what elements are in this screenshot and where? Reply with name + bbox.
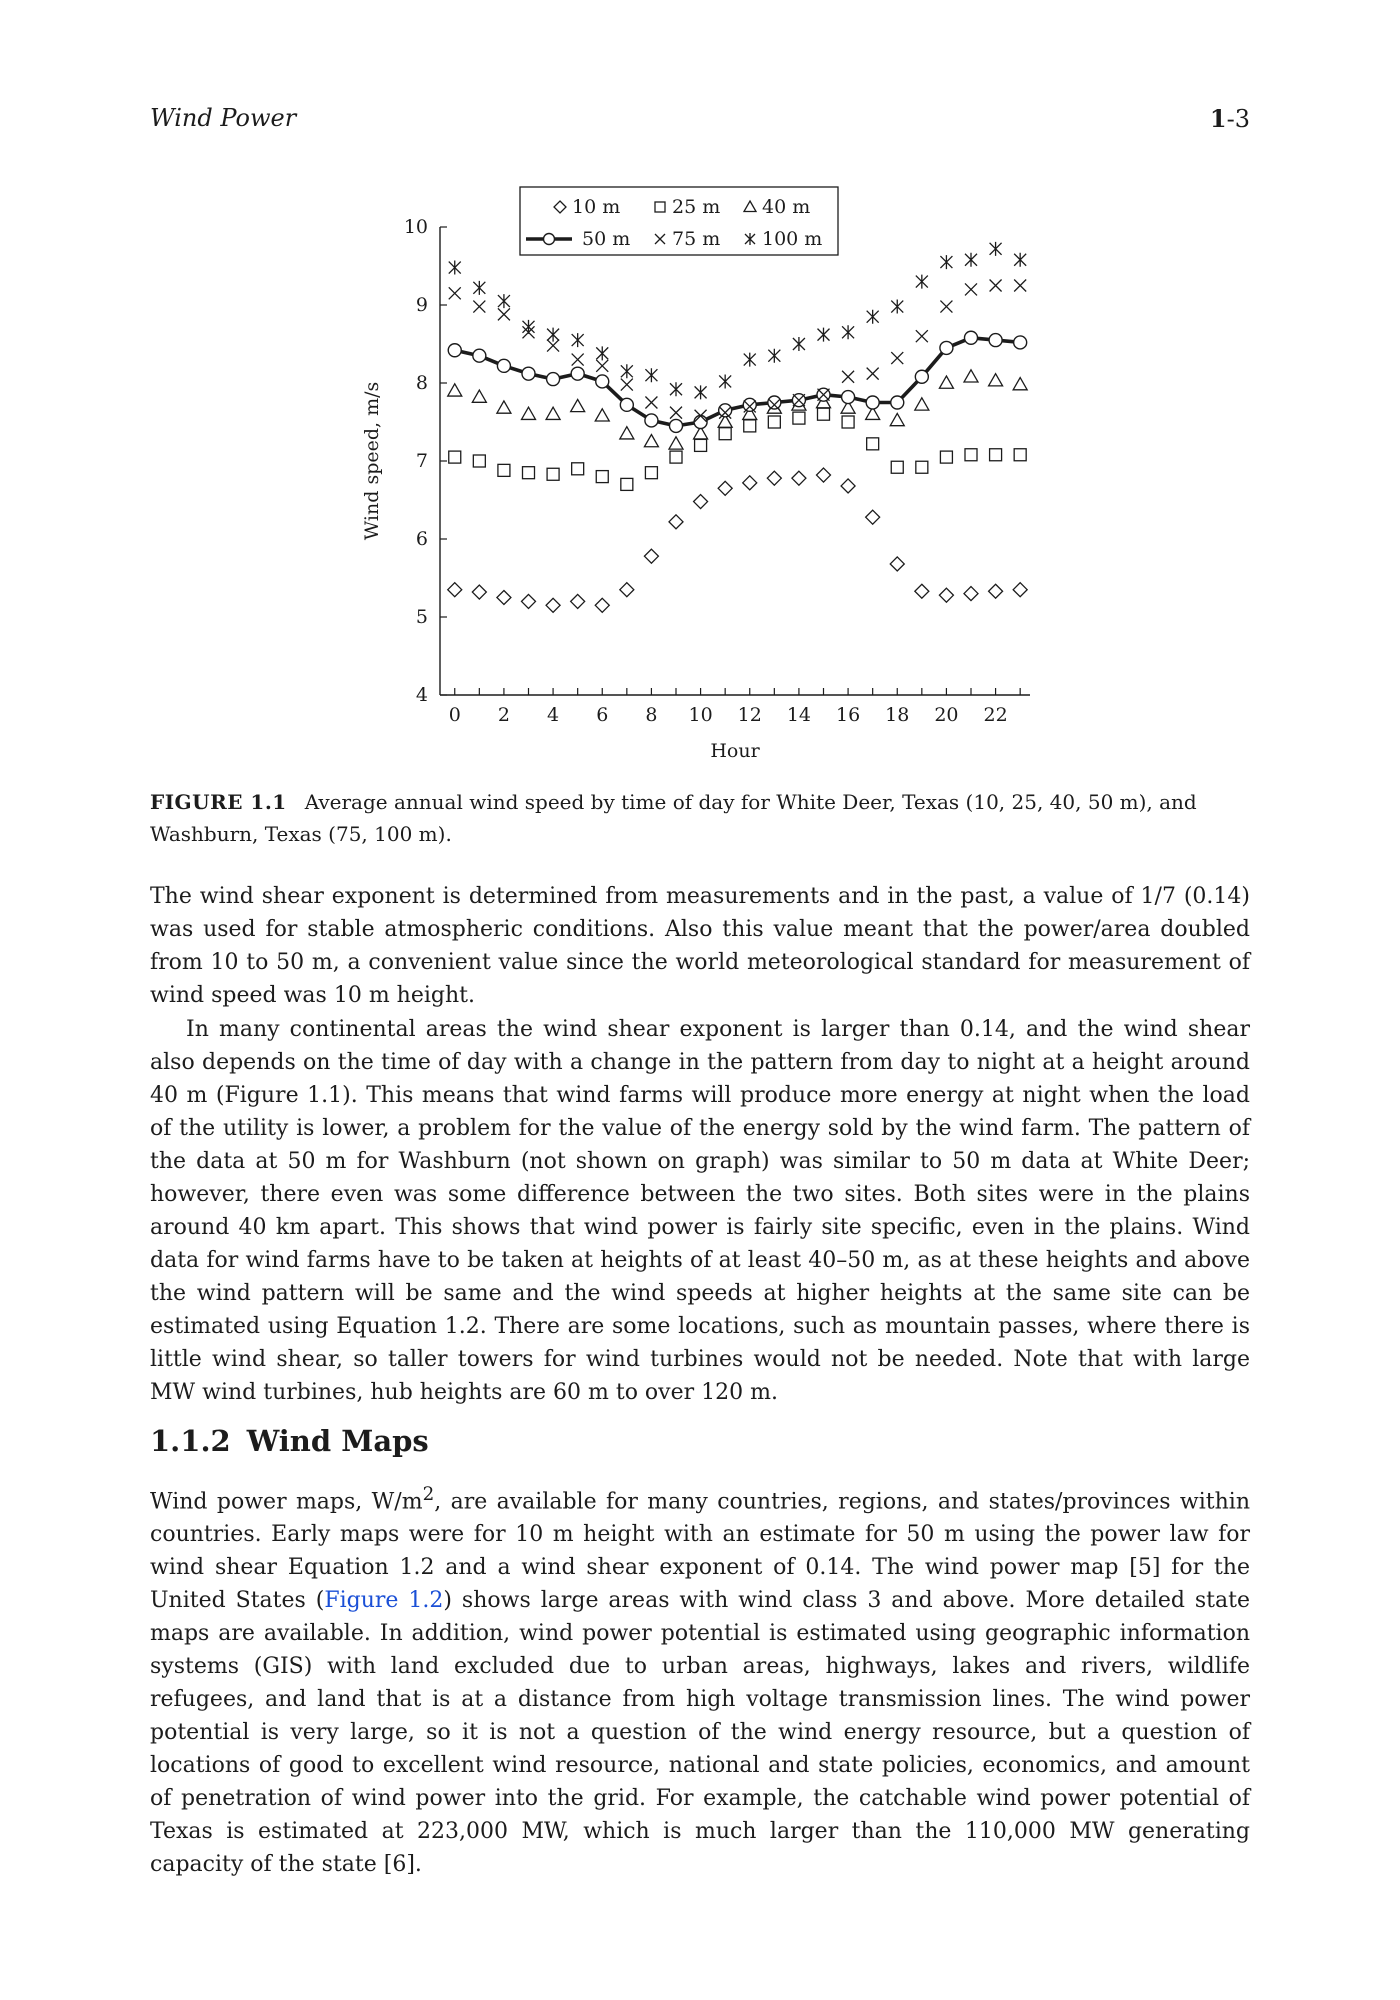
paragraph-wind-maps: Wind power maps, $W/m^2$, are available for many countries, regions, and states/provinces within countries. Early maps were for 10 m height with an estimate for 50 m using the power law for wind shear Equation 1.2 and a wind shear exponent of 0.14. The wind power map [5] for the United States (Figure 1.2) shows large areas with wind class 3 and above. More detailed state maps are available. In addition, wind power potential is estimated using geographic information systems (GIS) with land excluded due to urban areas, highways, lakes and rivers, wildlife refugees, and land that is at a distance from high voltage transmission lines. The wind power potential is very large, so it is not a question of the wind energy resource, but a question of locations of good to excellent wind resource, national and state policies, economics, and amount of penetration of wind power into the grid. For example, the catchable wind power potential of Texas is estimated at 223,000 MW, which is much larger than the 110,000 MW generating capacity of the state [6]. xyxy=(150,1484,1251,1878)
legend-label-40m: 40 m xyxy=(762,196,811,218)
point-75m xyxy=(842,371,854,383)
y-tick-label: 4 xyxy=(415,684,428,706)
x-tick-label: 22 xyxy=(983,704,1008,726)
point-25m xyxy=(965,449,977,461)
figure-label: FIGURE 1.1 xyxy=(150,790,287,814)
point-50m xyxy=(891,396,904,409)
point-25m xyxy=(940,451,952,463)
point-10m xyxy=(964,587,978,601)
point-10m xyxy=(546,598,560,612)
legend-label-50m: 50 m xyxy=(582,228,631,250)
point-100m xyxy=(867,310,879,324)
point-10m xyxy=(866,510,880,524)
point-50m xyxy=(842,391,855,404)
point-100m xyxy=(793,337,805,351)
point-40m xyxy=(620,427,634,439)
x-tick-label: 20 xyxy=(934,704,959,726)
point-25m xyxy=(670,451,682,463)
point-40m xyxy=(571,399,585,411)
point-100m xyxy=(695,385,707,399)
series-line-50m xyxy=(455,338,1020,426)
point-10m xyxy=(1013,583,1027,597)
point-10m xyxy=(817,468,831,482)
paragraph-shear-exponent: The wind shear exponent is determined from measurements and in the past, a value of 1/7 (0.14) was used for stable atmospheric conditions. Also this value meant that the power/area doubled from 10 to 50 m, a convenient value since the world meteorological standard for measurement of wind speed was 10 m height. xyxy=(150,884,1250,1008)
point-75m xyxy=(867,368,879,380)
point-10m xyxy=(694,495,708,509)
point-100m xyxy=(596,346,608,360)
wind-speed-chart xyxy=(350,185,1050,765)
point-40m xyxy=(939,376,953,388)
point-75m xyxy=(572,354,584,366)
point-100m xyxy=(572,333,584,347)
section-title: Wind Maps xyxy=(246,1424,429,1458)
point-25m xyxy=(768,416,780,428)
point-25m xyxy=(916,461,928,473)
point-40m xyxy=(522,407,536,419)
point-25m xyxy=(867,438,879,450)
legend-label-100m: 100 m xyxy=(762,228,823,250)
legend-label-25m: 25 m xyxy=(672,196,721,218)
point-10m xyxy=(989,584,1003,598)
point-25m xyxy=(498,464,510,476)
point-10m xyxy=(522,594,536,608)
y-tick-label: 9 xyxy=(415,294,428,316)
point-100m xyxy=(842,325,854,339)
point-50m xyxy=(940,341,953,354)
point-75m xyxy=(990,280,1002,292)
point-40m xyxy=(497,401,511,413)
point-75m xyxy=(965,283,977,295)
point-75m xyxy=(1014,280,1026,292)
point-50m xyxy=(694,416,707,429)
point-50m xyxy=(719,404,732,417)
point-75m xyxy=(449,287,461,299)
point-100m xyxy=(547,328,559,342)
point-75m xyxy=(621,379,633,391)
point-25m xyxy=(572,463,584,475)
point-50m xyxy=(1014,336,1027,349)
chart-svg xyxy=(350,185,1050,765)
point-10m xyxy=(595,598,609,612)
point-10m xyxy=(620,583,634,597)
point-25m xyxy=(695,439,707,451)
point-50m xyxy=(473,349,486,362)
point-75m xyxy=(916,330,928,342)
x-tick-label: 2 xyxy=(497,704,510,726)
point-40m xyxy=(448,384,462,396)
point-50m xyxy=(620,398,633,411)
point-50m xyxy=(743,398,756,411)
point-100m xyxy=(965,253,977,267)
superscript-2: 2 xyxy=(422,1484,435,1505)
point-100m xyxy=(621,364,633,378)
point-50m xyxy=(768,396,781,409)
x-tick-label: 4 xyxy=(547,704,560,726)
point-100m xyxy=(473,281,485,295)
y-tick-label: 5 xyxy=(415,606,428,628)
y-tick-label: 8 xyxy=(415,372,428,394)
point-25m xyxy=(891,461,903,473)
point-40m xyxy=(1013,378,1027,390)
point-40m xyxy=(890,413,904,425)
legend-label-75m: 75 m xyxy=(672,228,721,250)
page-number: 1-3 xyxy=(1209,104,1250,133)
point-10m xyxy=(718,481,732,495)
point-50m xyxy=(522,367,535,380)
x-tick-label: 8 xyxy=(645,704,658,726)
y-tick-label: 7 xyxy=(415,450,428,472)
point-100m xyxy=(818,328,830,342)
figure-caption xyxy=(150,786,1250,850)
point-75m xyxy=(670,407,682,419)
point-10m xyxy=(767,471,781,485)
point-25m xyxy=(596,471,608,483)
point-100m xyxy=(523,320,535,334)
point-25m xyxy=(842,416,854,428)
point-25m xyxy=(473,455,485,467)
point-25m xyxy=(793,412,805,424)
y-tick-label: 10 xyxy=(403,216,428,238)
point-100m xyxy=(645,368,657,382)
point-10m xyxy=(890,557,904,571)
point-25m xyxy=(547,468,559,480)
point-25m xyxy=(621,478,633,490)
y-axis-title: Wind speed, m/s xyxy=(361,381,383,541)
point-25m xyxy=(449,451,461,463)
point-100m xyxy=(719,374,731,388)
point-50m xyxy=(448,344,461,357)
point-100m xyxy=(449,261,461,275)
point-40m xyxy=(472,390,486,402)
point-100m xyxy=(744,353,756,367)
point-10m xyxy=(497,591,511,605)
x-axis-title: Hour xyxy=(710,740,760,762)
point-100m xyxy=(990,242,1002,256)
figure-caption-text: Average annual wind speed by time of day for White Deer, Texas (10, 25, 40, 50 m), and Washburn, Texas (75, 100 m). xyxy=(150,790,1197,846)
point-40m xyxy=(915,398,929,410)
x-tick-label: 10 xyxy=(688,704,713,726)
paragraph-continental-shear: In many continental areas the wind shear exponent is larger than 0.14, and the wind shear also depends on the time of day with a change in the pattern from day to night at a height around 40 m (Figure 1.1). This means that wind farms will produce more energy at night when the load of the utility is lower, a problem for the value of the energy sold by the wind farm. The pattern of the data at 50 m for Washburn (not shown on graph) was similar to 50 m data at White Deer; however, there even was some difference between the two sites. Both sites were in the plains around 40 km apart. This shows that wind power is fairly site specific, even in the plains. Wind data for wind farms have to be taken at heights of at least 40–50 m, as at these heights and above the wind pattern will be same and the wind speeds at higher heights at the same site can be estimated using Equation 1.2. There are some locations, such as mountain passes, where there is little wind shear, so taller towers for wind turbines would not be needed. Note that with large MW wind turbines, hub heights are 60 m to over 120 m. xyxy=(150,1017,1250,1405)
y-tick-label: 6 xyxy=(415,528,428,550)
point-10m xyxy=(571,594,585,608)
point-25m xyxy=(719,428,731,440)
legend-label-10m: 10 m xyxy=(572,196,621,218)
point-25m xyxy=(1014,449,1026,461)
point-50m xyxy=(571,367,584,380)
point-50m xyxy=(989,334,1002,347)
running-head: Wind Power xyxy=(150,104,297,132)
point-40m xyxy=(595,409,609,421)
point-10m xyxy=(644,549,658,563)
point-10m xyxy=(792,471,806,485)
figure-1-2-link[interactable]: Figure 1.2 xyxy=(324,1588,444,1614)
point-100m xyxy=(916,275,928,289)
point-100m xyxy=(670,382,682,396)
point-50m xyxy=(645,414,658,427)
point-25m xyxy=(818,408,830,420)
section-number: 1.1.2 xyxy=(150,1424,231,1458)
point-50m xyxy=(866,396,879,409)
point-25m xyxy=(645,467,657,479)
point-10m xyxy=(939,588,953,602)
point-100m xyxy=(768,349,780,363)
point-100m xyxy=(891,300,903,314)
section-heading xyxy=(150,1424,429,1458)
point-75m xyxy=(596,360,608,372)
point-75m xyxy=(645,397,657,409)
point-40m xyxy=(644,435,658,447)
point-75m xyxy=(498,308,510,320)
point-50m xyxy=(965,331,978,344)
point-25m xyxy=(744,420,756,432)
point-75m xyxy=(891,352,903,364)
x-tick-label: 18 xyxy=(885,704,910,726)
x-tick-label: 12 xyxy=(737,704,762,726)
point-40m xyxy=(989,374,1003,386)
point-10m xyxy=(669,515,683,529)
point-75m xyxy=(940,301,952,313)
point-25m xyxy=(523,467,535,479)
point-10m xyxy=(743,476,757,490)
x-tick-label: 16 xyxy=(835,704,861,726)
point-10m xyxy=(915,584,929,598)
point-40m xyxy=(669,437,683,449)
x-tick-label: 14 xyxy=(786,704,812,726)
point-50m xyxy=(670,419,683,432)
point-100m xyxy=(940,255,952,269)
x-tick-label: 6 xyxy=(596,704,609,726)
point-25m xyxy=(990,449,1002,461)
x-tick-label: 0 xyxy=(448,704,461,726)
point-40m xyxy=(964,370,978,382)
point-50m xyxy=(596,375,609,388)
legend-marker-50m xyxy=(544,234,555,245)
point-75m xyxy=(473,301,485,313)
point-10m xyxy=(448,583,462,597)
point-100m xyxy=(498,294,510,308)
point-50m xyxy=(547,373,560,386)
point-40m xyxy=(546,407,560,419)
point-50m xyxy=(915,370,928,383)
point-100m xyxy=(1014,253,1026,267)
point-50m xyxy=(497,359,510,372)
point-10m xyxy=(472,585,486,599)
point-10m xyxy=(841,479,855,493)
